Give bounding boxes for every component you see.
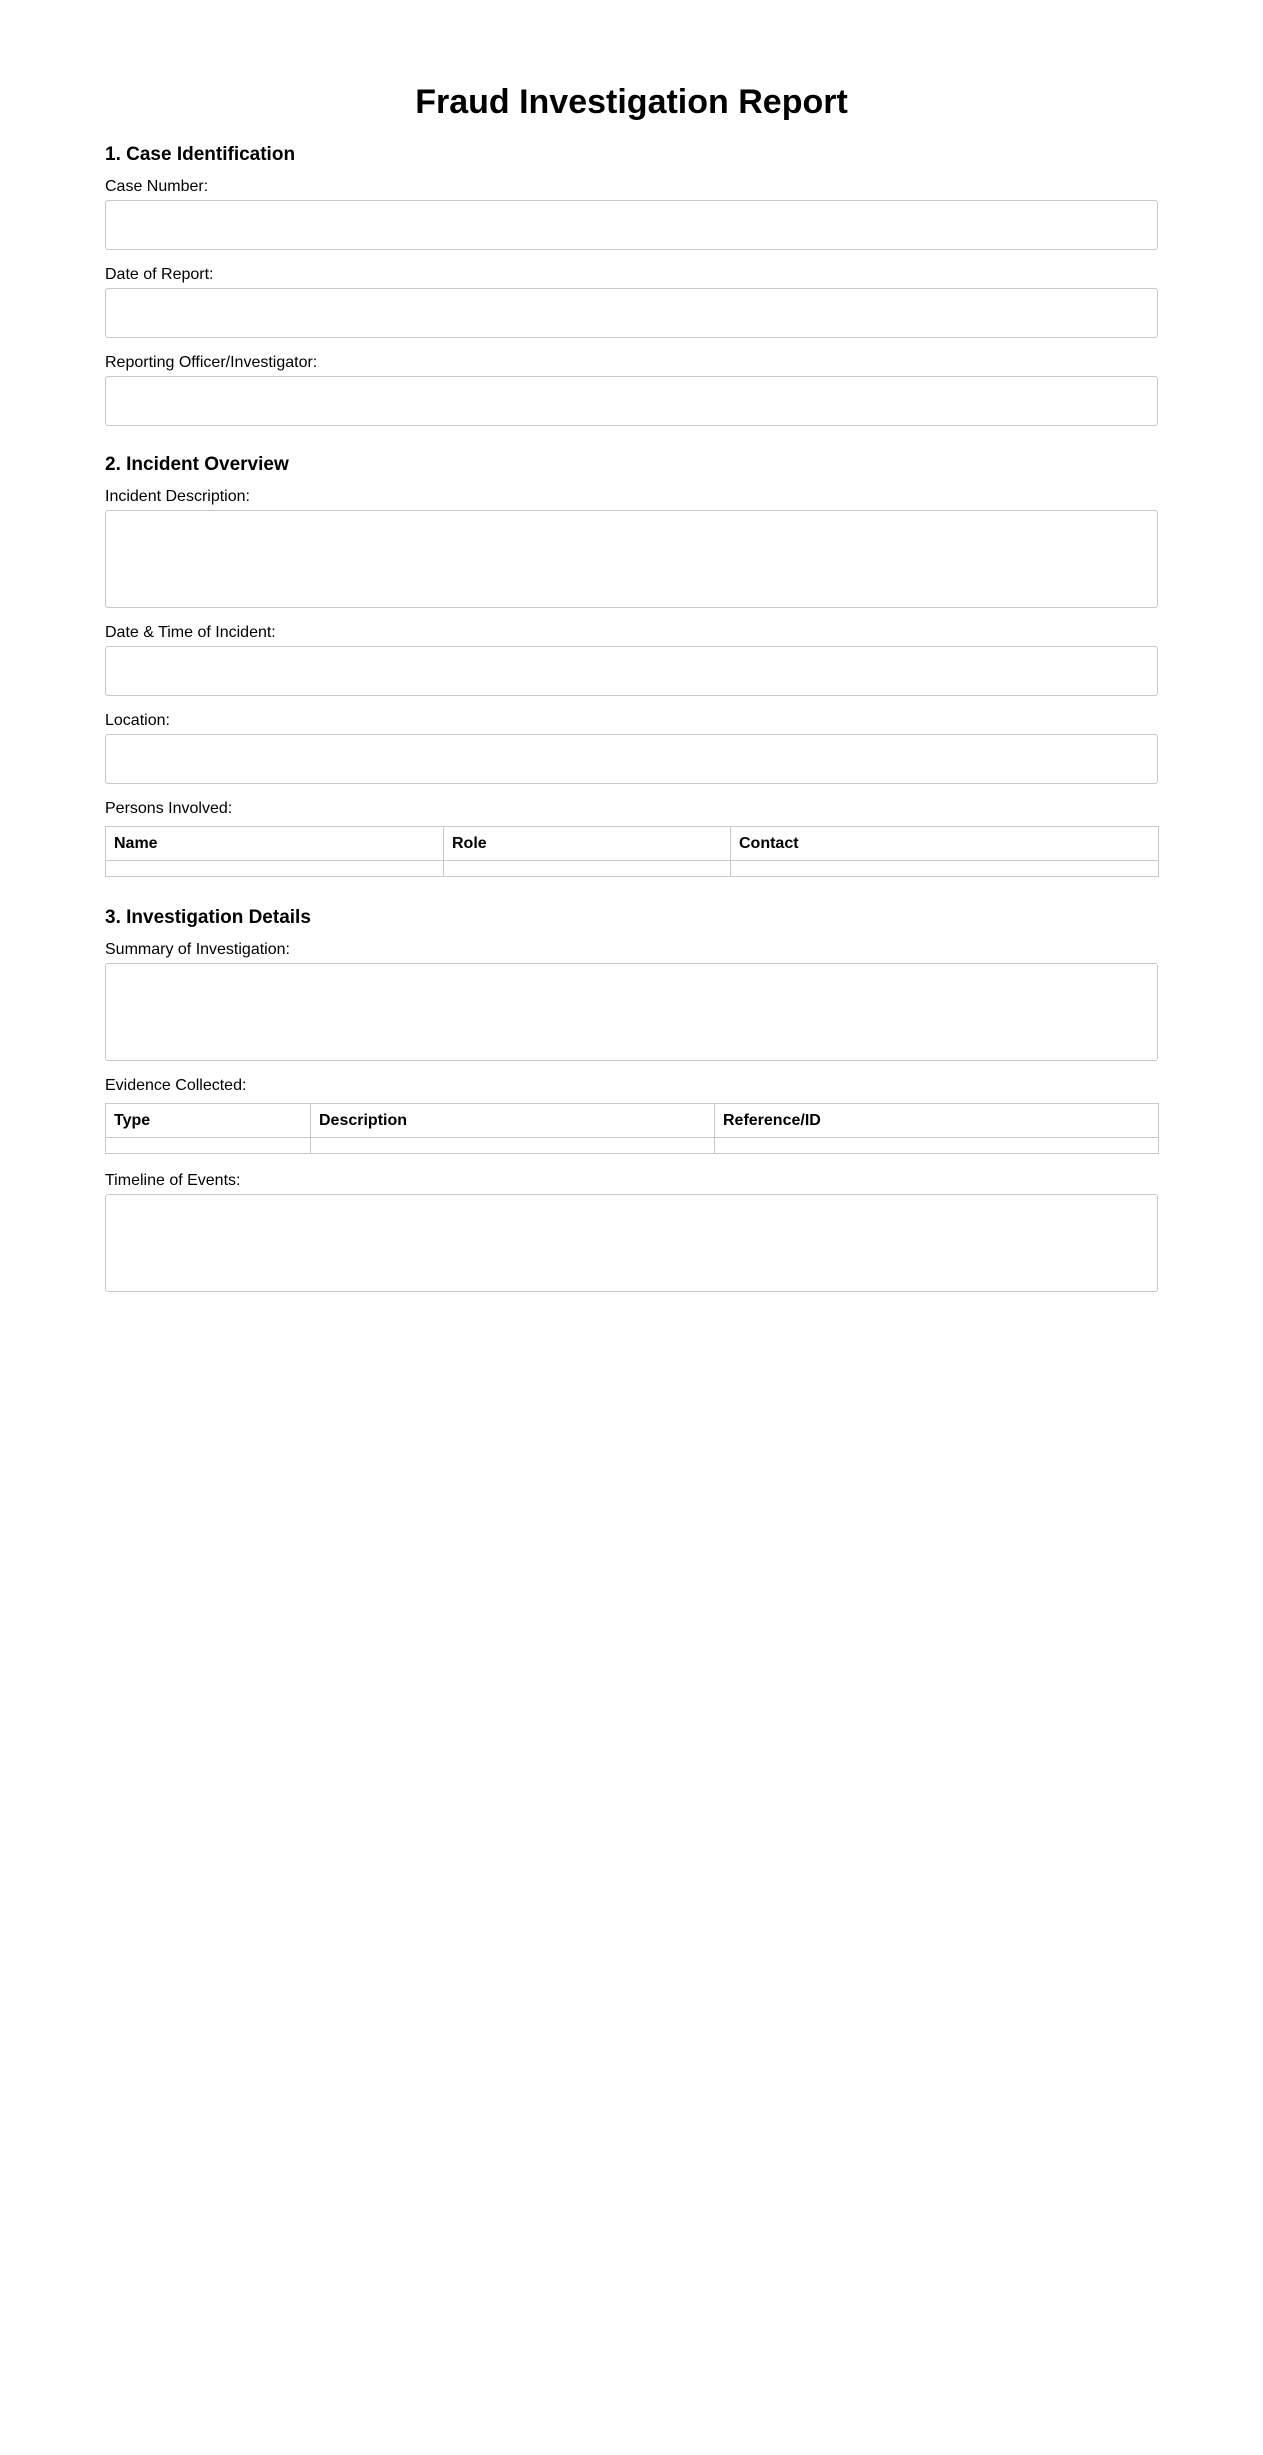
column-header-description: Description — [311, 1104, 715, 1138]
table-row — [106, 1138, 1159, 1154]
table-header-row — [106, 1104, 1159, 1138]
column-header-role: Role — [444, 827, 731, 861]
timeline-of-events-label: Timeline of Events: — [105, 1172, 241, 1189]
table-cell[interactable] — [311, 1138, 715, 1154]
case-number-label: Case Number: — [105, 178, 209, 195]
table-cell[interactable] — [106, 861, 444, 877]
incident-description-label: Incident Description: — [105, 488, 250, 505]
date-of-report-label: Date of Report: — [105, 266, 214, 283]
column-header-reference-id: Reference/ID — [715, 1104, 1159, 1138]
table-cell[interactable] — [731, 861, 1159, 877]
table-cell[interactable] — [444, 861, 731, 877]
summary-of-investigation-label: Summary of Investigation: — [105, 941, 290, 958]
persons-involved-table — [105, 826, 1159, 877]
column-header-name: Name — [106, 827, 444, 861]
date-time-incident-input[interactable] — [105, 646, 1158, 696]
table-cell[interactable] — [106, 1138, 311, 1154]
section-heading-incident-overview: 2. Incident Overview — [105, 454, 289, 475]
section-heading-case-identification: 1. Case Identification — [105, 144, 296, 165]
table-cell[interactable] — [715, 1138, 1159, 1154]
section-heading-investigation-details: 3. Investigation Details — [105, 907, 311, 928]
column-header-type: Type — [106, 1104, 311, 1138]
timeline-of-events-textarea[interactable] — [105, 1194, 1158, 1292]
persons-involved-label: Persons Involved: — [105, 800, 233, 817]
date-time-incident-label: Date & Time of Incident: — [105, 624, 276, 641]
table-header-row — [106, 827, 1159, 861]
table-row — [106, 861, 1159, 877]
evidence-collected-table — [105, 1103, 1159, 1154]
summary-of-investigation-textarea[interactable] — [105, 963, 1158, 1061]
column-header-contact: Contact — [731, 827, 1159, 861]
reporting-officer-input[interactable] — [105, 376, 1158, 426]
page-title: Fraud Investigation Report — [415, 83, 848, 121]
reporting-officer-label: Reporting Officer/Investigator: — [105, 354, 318, 371]
evidence-collected-label: Evidence Collected: — [105, 1077, 247, 1094]
incident-description-textarea[interactable] — [105, 510, 1158, 608]
report-page — [105, 0, 1158, 1189]
location-input[interactable] — [105, 734, 1158, 784]
date-of-report-input[interactable] — [105, 288, 1158, 338]
location-label: Location: — [105, 712, 170, 729]
case-number-input[interactable] — [105, 200, 1158, 250]
